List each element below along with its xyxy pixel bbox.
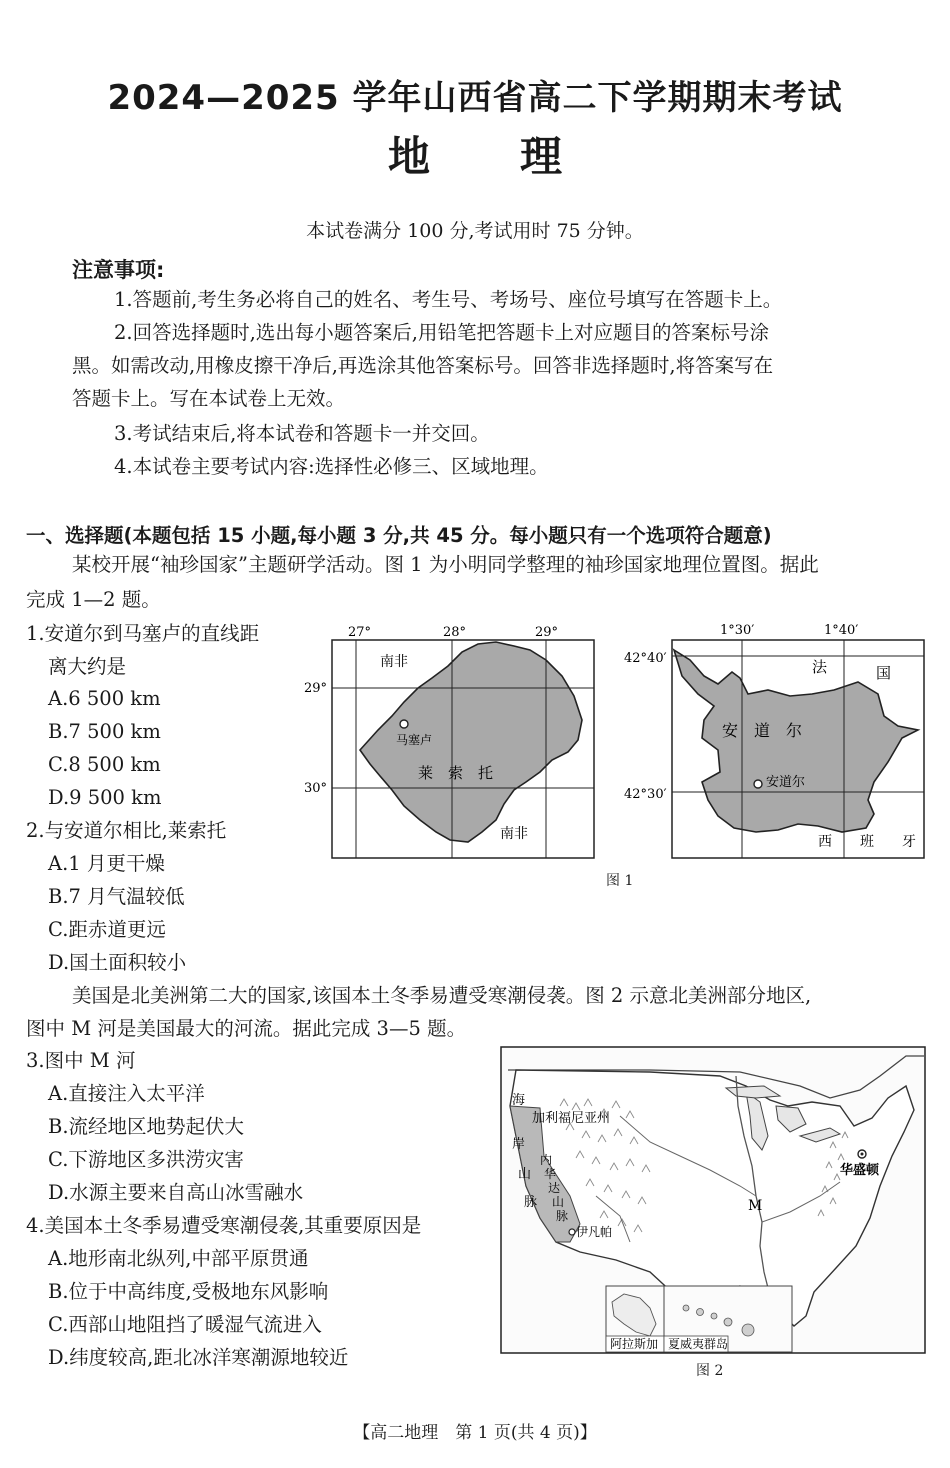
q1-option-c: C.8 500 km	[48, 753, 161, 776]
question-3-stem: 3.图中 M 河	[26, 1049, 136, 1072]
intro-1-line2: 完成 1—2 题。	[26, 588, 161, 611]
imperial-dot	[569, 1229, 575, 1235]
label-south-africa-bottom: 南非	[500, 826, 528, 842]
label-washington: 华盛顿	[840, 1163, 880, 1178]
question-1-stem-cont: 离大约是	[48, 655, 127, 678]
question-2-stem: 2.与安道尔相比,莱索托	[26, 819, 227, 842]
notice-item-2-cont2: 答题卡上。写在本试卷上无效。	[72, 387, 346, 410]
andorra-map	[622, 620, 932, 862]
label-sierra-char-4: 山	[552, 1195, 565, 1209]
label-coast-range-char-1: 海	[512, 1093, 526, 1108]
q4-option-b: B.位于中高纬度,受极地东风影响	[48, 1280, 329, 1303]
label-imperial: 伊凡帕	[576, 1225, 613, 1239]
label-coast-range-char-2: 岸	[512, 1137, 526, 1152]
label-andorra: 安 道 尔	[722, 721, 803, 740]
lon-tick-28: 28°	[443, 625, 467, 640]
label-sierra-char-3: 达	[548, 1181, 561, 1195]
q2-option-c: C.距赤道更远	[48, 918, 166, 941]
notice-item-2: 2.回答选择题时,选出每小题答案后,用铅笔把答题卡上对应题目的答案标号涂	[114, 321, 770, 344]
label-coast-range-char-3: 山	[518, 1167, 532, 1182]
notice-item-3: 3.考试结束后,将本试卷和答题卡一并交回。	[114, 422, 490, 445]
lesotho-map	[300, 620, 600, 862]
label-sierra-char-1: 内	[540, 1153, 553, 1167]
label-spain: 西 班 牙	[818, 834, 916, 850]
q4-option-d: D.纬度较高,距北冰洋寒潮源地较近	[48, 1346, 349, 1369]
q1-option-a: A.6 500 km	[48, 687, 161, 710]
intro-1-line1: 某校开展“袖珍国家”主题研学活动。图 1 为小明同学整理的袖珍国家地理位置图。据此	[72, 553, 819, 576]
washington-dot-center	[861, 1153, 864, 1156]
label-river-m: M	[748, 1198, 763, 1214]
subject-title: 地理	[387, 132, 652, 181]
lat-tick-42-30: 42°30′	[624, 787, 667, 802]
label-california: 加利福尼亚州	[532, 1111, 611, 1126]
label-maseru: 马塞卢	[396, 733, 433, 747]
label-sierra-char-5: 脉	[556, 1209, 569, 1223]
label-south-africa-top: 南非	[380, 654, 408, 670]
notice-item-2-cont: 黑。如需改动,用橡皮擦干净后,再选涂其他答案标号。回答非选择题时,将答案写在	[72, 354, 774, 377]
section-heading: 一、选择题(本题包括 15 小题,每小题 3 分,共 45 分。每小题只有一个选项符合题意)	[26, 524, 772, 547]
q2-option-a: A.1 月更干燥	[48, 852, 165, 875]
question-4-stem: 4.美国本土冬季易遭受寒潮侵袭,其重要原因是	[26, 1214, 422, 1237]
q3-option-c: C.下游地区多洪涝灾害	[48, 1148, 244, 1171]
label-sierra-char-2: 华	[544, 1167, 557, 1181]
page-footer: 【高二地理 第 1 页(共 4 页)】	[353, 1423, 597, 1443]
figure-1-caption: 图 1	[606, 873, 634, 889]
figure-2-caption: 图 2	[696, 1363, 724, 1379]
q1-option-d: D.9 500 km	[48, 786, 162, 809]
q4-option-a: A.地形南北纵列,中部平原贯通	[48, 1247, 309, 1270]
lat-tick-29: 29°	[304, 681, 328, 696]
exam-title: 2024—2025 学年山西省高二下学期期末考试	[107, 78, 843, 118]
q3-option-a: A.直接注入太平洋	[48, 1082, 205, 1105]
q4-option-c: C.西部山地阻挡了暖湿气流进入	[48, 1313, 322, 1336]
label-coast-range-char-4: 脉	[524, 1195, 538, 1210]
lat-tick-42-40: 42°40′	[624, 651, 667, 666]
q3-option-b: B.流经地区地势起伏大	[48, 1115, 245, 1138]
notice-heading: 注意事项:	[72, 258, 165, 282]
q1-option-b: B.7 500 km	[48, 720, 161, 743]
usa-map	[500, 1046, 926, 1354]
andorra-la-vella-dot	[754, 780, 762, 788]
label-lesotho: 莱 索 托	[418, 764, 494, 782]
notice-item-1: 1.答题前,考生务必将自己的姓名、考生号、考场号、座位号填写在答题卡上。	[114, 288, 783, 311]
lon-tick-29: 29°	[535, 625, 559, 640]
lon-tick-1-30: 1°30′	[720, 623, 755, 638]
question-1-stem: 1.安道尔到马塞卢的直线距	[26, 622, 260, 645]
label-alaska: 阿拉斯加	[610, 1337, 659, 1351]
lon-tick-27: 27°	[348, 625, 372, 640]
label-andorra-la-vella: 安道尔	[766, 775, 806, 790]
intro-2-line1: 美国是北美洲第二大的国家,该国本土冬季易遭受寒潮侵袭。图 2 示意北美洲部分地区,	[72, 984, 812, 1007]
q3-option-d: D.水源主要来自高山冰雪融水	[48, 1181, 304, 1204]
lat-tick-30: 30°	[304, 781, 328, 796]
full-score-note: 本试卷满分 100 分,考试用时 75 分钟。	[306, 220, 644, 242]
label-hawaii: 夏威夷群岛	[668, 1337, 729, 1351]
q2-option-d: D.国土面积较小	[48, 951, 187, 974]
label-france-1: 法	[812, 658, 828, 676]
label-france-2: 国	[876, 664, 892, 682]
q2-option-b: B.7 月气温较低	[48, 885, 185, 908]
notice-item-4: 4.本试卷主要考试内容:选择性必修三、区域地理。	[114, 455, 549, 478]
maseru-dot	[400, 720, 408, 728]
lon-tick-1-40: 1°40′	[824, 623, 859, 638]
intro-2-line2: 图中 M 河是美国最大的河流。据此完成 3—5 题。	[26, 1017, 467, 1040]
